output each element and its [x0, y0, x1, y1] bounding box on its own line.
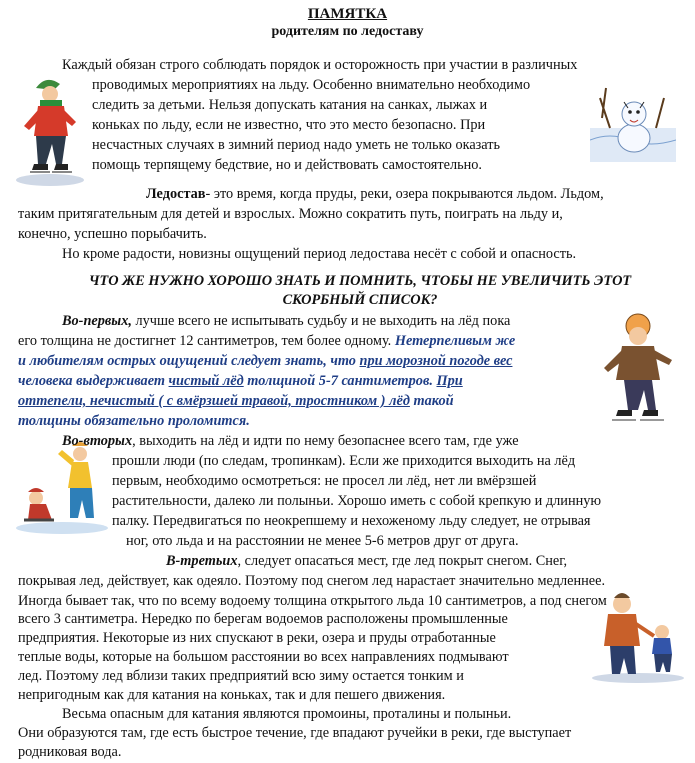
ledostav-line-4: Но кроме радости, новизны ощущений период ледостава несёт с собой и опасность.	[62, 246, 577, 262]
second-line-4: растительности, далеко ли полыньи. Хорошо иметь с собой крепкую и длинную	[112, 493, 602, 509]
first-line-4	[18, 372, 598, 392]
second-line-6: ног, ото льда и на расстоянии не менее 5-6 метров друг от друга.	[126, 533, 519, 549]
third-line-1	[166, 552, 676, 572]
section-heading	[40, 272, 680, 310]
second-line-3: первым, необходимо осмотреться: не просел ли лёд, нет ли вмёрзшей	[112, 473, 537, 489]
section-heading-line-2: СКОРБНЫЙ СПИСОК?	[282, 292, 438, 308]
skater-man-illustration	[14, 70, 86, 188]
third-line-4: всего 3 сантиметра. Нередко по берегам водоемов расположены промышленные	[18, 611, 508, 627]
intro-line-3: следить за детьми. Нельзя допускать катания на санках, лыжах и	[92, 97, 488, 113]
third-line-8: непригодным как для катания на коньках, так и для пешего движения.	[18, 687, 446, 703]
ledostav-line-1-rest: - это время, когда пруды, реки, озера покрываются льдом. Льдом,	[205, 186, 604, 202]
last-line-2: Они образуются там, где есть быстрое течение, где впадают ручейки в реки, где выступает	[18, 725, 572, 741]
child-skater-illustration	[598, 312, 678, 428]
first-line-5b: такой	[409, 393, 454, 409]
third-line-5: предприятия. Некоторые из них спускают в реки, озера и пруды отработанные	[18, 630, 496, 646]
third-line-2: покрывая лед, действует, как одеяло. Поэтому под снегом лед нарастает значительно медленнее.	[18, 573, 606, 589]
first-line-1-rest: лучше всего не испытывать судьбу и не выходить на лёд пока	[131, 313, 511, 329]
ledostav-term: Ледостав	[146, 186, 206, 202]
second-line-1	[62, 432, 582, 452]
second-line-5: палку. Передвигаться по неокрепшему и нехоженому льду следует, не отрывая	[112, 513, 591, 529]
first-line-6	[18, 412, 598, 432]
first-line-6-text: толщины обязательно проломится.	[18, 413, 250, 429]
intro-line-2: проводимых мероприятиях на льду. Особенно внимательно необходимо	[92, 77, 531, 93]
first-line-2	[18, 332, 598, 352]
third-line-1-rest: , следует опасаться мест, где лед покрыт снегом. Снег,	[237, 553, 568, 569]
last-line-3: родниковая вода.	[18, 744, 122, 760]
first-line-2-blue: Нетерпеливым же	[394, 333, 516, 349]
page-title: ПАМЯТКА	[307, 6, 388, 22]
first-line-4d: При	[436, 373, 463, 389]
second-line-1-rest: , выходить на лёд и идти по нему безопаснее всего там, где уже	[132, 433, 519, 449]
first-line-1	[62, 312, 596, 332]
first-lead: Во-первых,	[62, 313, 132, 329]
ledostav-line-1	[146, 185, 678, 205]
intro-line-1: Каждый обязан строго соблюдать порядок и осторожность при участии в различных	[62, 57, 578, 73]
first-line-4b: чистый лёд	[168, 373, 244, 389]
page-subtitle: родителям по ледоставу	[271, 24, 424, 39]
intro-line-5: несчастных случаях в зимний период надо уметь не только оказать	[92, 137, 501, 153]
second-line-2: прошли люди (по следам, тропинкам). Если же приходится выходить на лёд	[112, 453, 576, 469]
intro-line-6: помощь терпящему бедствие, но и действовать самостоятельно.	[92, 157, 482, 173]
falling-kids-illustration	[14, 440, 110, 536]
ledostav-line-3: конечно, успешно порыбачить.	[18, 226, 207, 242]
first-line-3b: при морозной погоде вес	[359, 353, 513, 369]
first-line-3	[18, 352, 598, 372]
first-line-2-text: его толщина не достигнет 12 сантиметров, тем более одному.	[18, 333, 395, 349]
ledostav-line-2: таким притягательным для детей и взрослых. Можно сократить путь, поиграть на льду и,	[18, 206, 563, 222]
first-line-4a: человека выдерживает	[18, 373, 169, 389]
first-line-3a: и любителям острых ощущений следует знать, что	[18, 353, 360, 369]
section-heading-line-1: ЧТО ЖЕ НУЖНО ХОРОШО ЗНАТЬ И ПОМНИТЬ, ЧТОБЫ НЕ УВЕЛИЧИТЬ ЭТОТ	[88, 273, 632, 289]
third-line-6: теплые воды, которые на большом расстоянии во всех направлениях подмывают	[18, 649, 509, 665]
intro-line-4: коньках по льду, если не известно, что это место безопасно. При	[92, 117, 486, 133]
first-line-5a: оттепели, нечистый ( с вмёрзшей травой, тростником ) лёд	[18, 393, 410, 409]
snowman-illustration	[590, 78, 676, 164]
first-line-4c: толщиной 5-7 сантиметров.	[243, 373, 437, 389]
third-line-3: Иногда бывает так, что по всему водоему толщина открытого льда 10 сантиметров, а под снегом	[18, 593, 607, 609]
second-lead: Во-вторых	[62, 433, 133, 449]
third-lead: В-третьих	[166, 553, 238, 569]
third-line-7: лед. Поэтому лед вблизи таких предприятий всю зиму остается тонким и	[18, 668, 464, 684]
last-line-1: Весьма опасным для катания являются промоины, проталины и полыньи.	[62, 706, 512, 722]
first-line-5	[18, 392, 598, 412]
